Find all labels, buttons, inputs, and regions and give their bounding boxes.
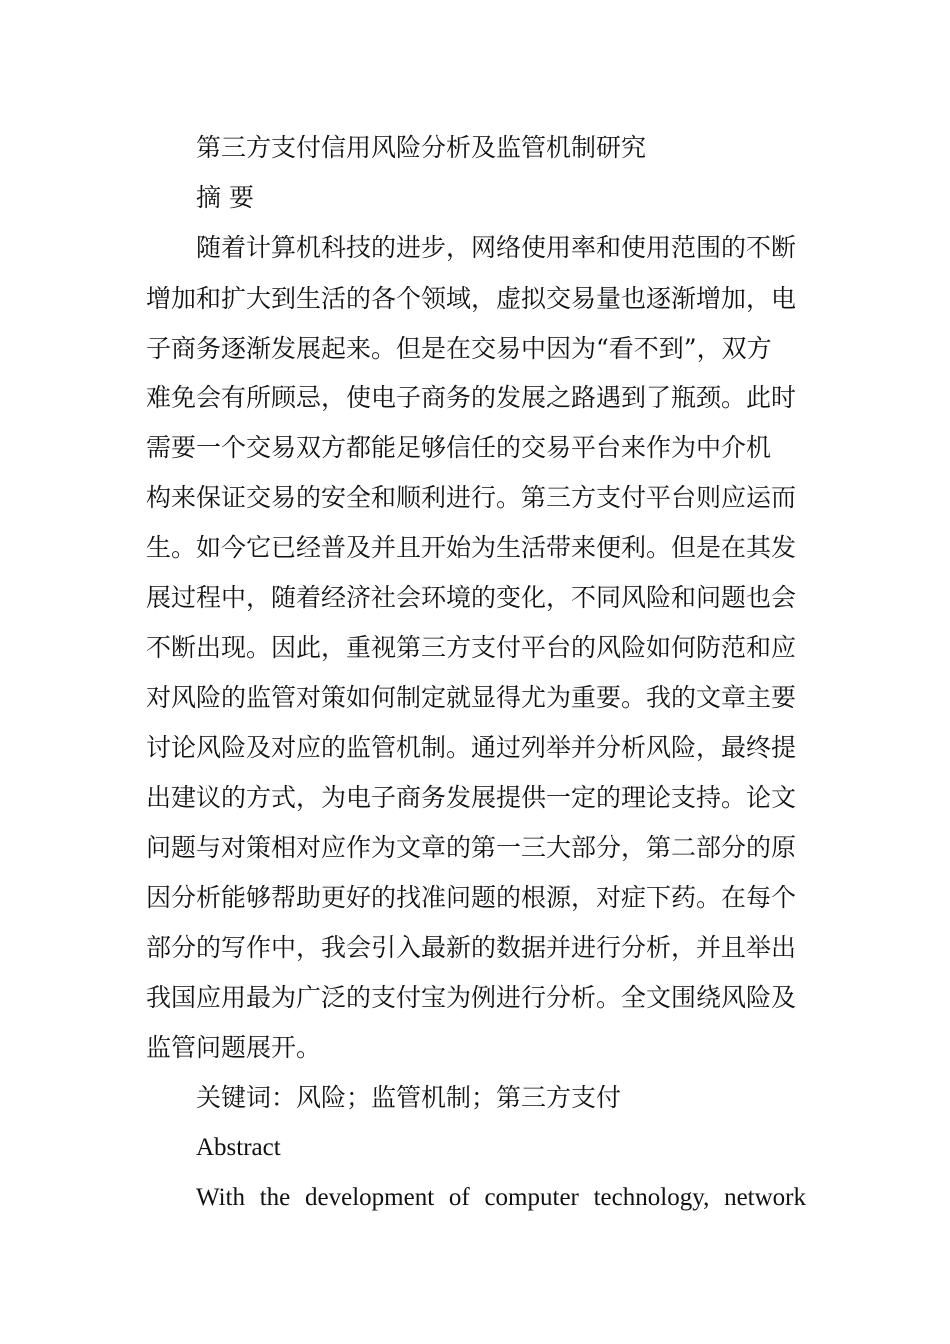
abstract-line: 出建议的方式，为电子商务发展提供一定的理论支持。论文 <box>146 783 797 812</box>
english-abstract-line: With the development of computer technology, network <box>196 1184 806 1211</box>
abstract-line: 生。如今它已经普及并且开始为生活带来便利。但是在其发 <box>146 533 797 562</box>
abstract-line: 展过程中，随着经济社会环境的变化，不同风险和问题也会 <box>146 583 797 612</box>
abstract-line: 因分析能够帮助更好的找准问题的根源，对症下药。在每个 <box>146 883 797 912</box>
abstract-line: 增加和扩大到生活的各个领域，虚拟交易量也逐渐增加，电 <box>146 284 797 313</box>
abstract-line: 需要一个交易双方都能足够信任的交易平台来作为中介机 <box>146 433 772 462</box>
keywords: 关键词：风险；监管机制；第三方支付 <box>196 1083 622 1112</box>
abstract-line: 我国应用最为广泛的支付宝为例进行分析。全文围绕风险及 <box>146 983 797 1012</box>
abstract-line: 问题与对策相对应作为文章的第一三大部分，第二部分的原 <box>146 833 797 862</box>
english-abstract-heading: Abstract <box>196 1134 281 1161</box>
abstract-line: 讨论风险及对应的监管机制。通过列举并分析风险，最终提 <box>146 733 797 762</box>
abstract-heading: 摘 要 <box>196 183 254 212</box>
abstract-line: 对风险的监管对策如何制定就显得尤为重要。我的文章主要 <box>146 683 797 712</box>
abstract-line: 子商务逐渐发展起来。但是在交易中因为“看不到”，双方 <box>146 334 772 363</box>
document-title: 第三方支付信用风险分析及监管机制研究 <box>196 133 647 162</box>
abstract-line: 构来保证交易的安全和顺利进行。第三方支付平台则应运而 <box>146 483 797 512</box>
abstract-line: 部分的写作中，我会引入最新的数据并进行分析，并且举出 <box>146 933 797 962</box>
abstract-line: 监管问题展开。 <box>146 1033 322 1062</box>
abstract-line: 难免会有所顾忌，使电子商务的发展之路遇到了瓶颈。此时 <box>146 383 797 412</box>
abstract-line: 不断出现。因此，重视第三方支付平台的风险如何防范和应 <box>146 633 797 662</box>
abstract-line: 随着计算机科技的进步，网络使用率和使用范围的不断 <box>196 233 797 262</box>
